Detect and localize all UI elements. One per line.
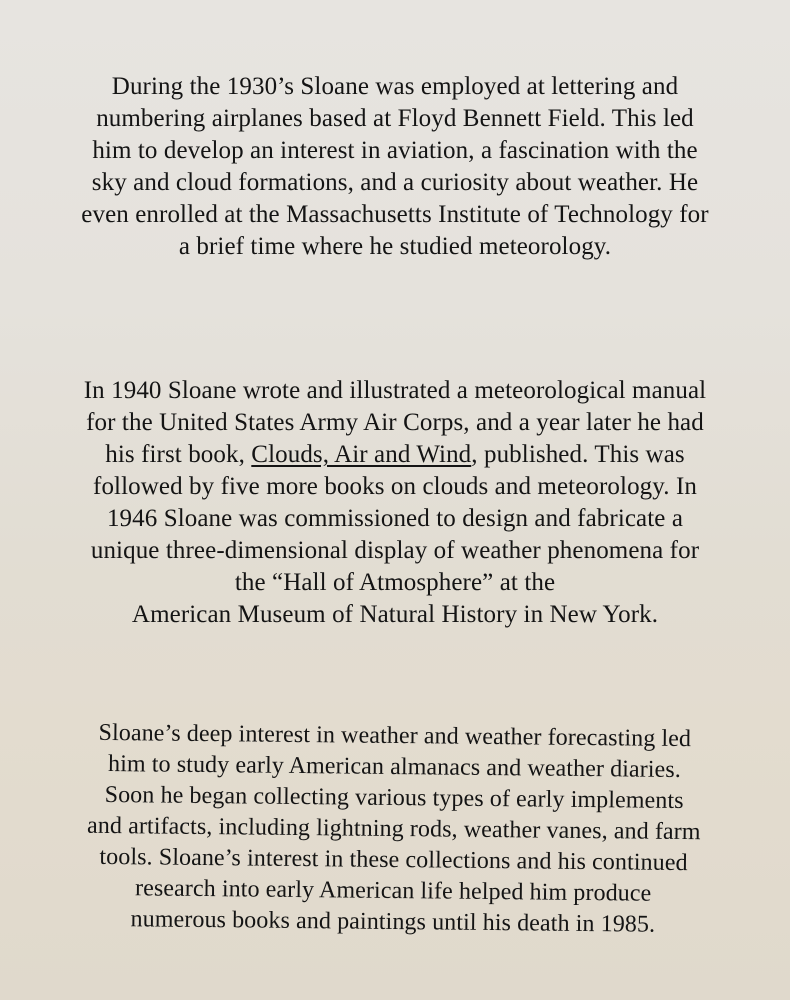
text-line: Soon he began collecting various types of early implements bbox=[104, 781, 684, 815]
text-fragment: his first book, bbox=[105, 441, 252, 468]
text-fragment: , published. This was bbox=[471, 441, 685, 468]
text-line: sky and cloud formations, and a curiosity about weather. He bbox=[91, 169, 699, 196]
text-line: him to develop an interest in aviation, a fascination with the bbox=[92, 137, 698, 164]
text-line: a brief time where he studied meteorology. bbox=[178, 233, 612, 260]
paragraph-collections bbox=[18, 717, 770, 942]
text-line: In 1940 Sloane wrote and illustrated a meteorological manual bbox=[83, 377, 707, 404]
paragraph-meteorology bbox=[20, 375, 770, 631]
text-line: and artifacts, including lightning rods, weather vanes, and farm bbox=[86, 812, 701, 846]
paragraph-aviation bbox=[20, 71, 770, 263]
text-line: Sloane’s deep interest in weather and weather forecasting led bbox=[98, 719, 692, 753]
text-line: research into early American life helped him produce bbox=[134, 875, 652, 907]
text-line: numerous books and paintings until his death in 1985. bbox=[130, 906, 656, 938]
text-line: unique three-dimensional display of weather phenomena for bbox=[90, 537, 700, 564]
text-line: him to study early American almanacs and weather diaries. bbox=[107, 750, 682, 783]
text-line: 1946 Sloane was commissioned to design and fabricate a bbox=[106, 505, 684, 532]
text-line: tools. Sloane’s interest in these collections and his continued bbox=[99, 843, 688, 877]
text-line: American Museum of Natural History in New York. bbox=[131, 601, 659, 628]
text-line-with-title bbox=[20, 439, 770, 471]
text-line: followed by five more books on clouds and meteorology. In bbox=[93, 473, 697, 500]
text-line: the “Hall of Atmosphere” at the bbox=[234, 569, 556, 596]
text-line: During the 1930’s Sloane was employed at lettering and bbox=[111, 73, 679, 100]
book-title: Clouds, Air and Wind bbox=[251, 441, 472, 468]
text-line: for the United States Army Air Corps, and a year later he had bbox=[86, 409, 704, 436]
text-line: numbering airplanes based at Floyd Bennett Field. This led bbox=[96, 105, 694, 132]
text-line: even enrolled at the Massachusetts Institute of Technology for bbox=[81, 201, 709, 228]
